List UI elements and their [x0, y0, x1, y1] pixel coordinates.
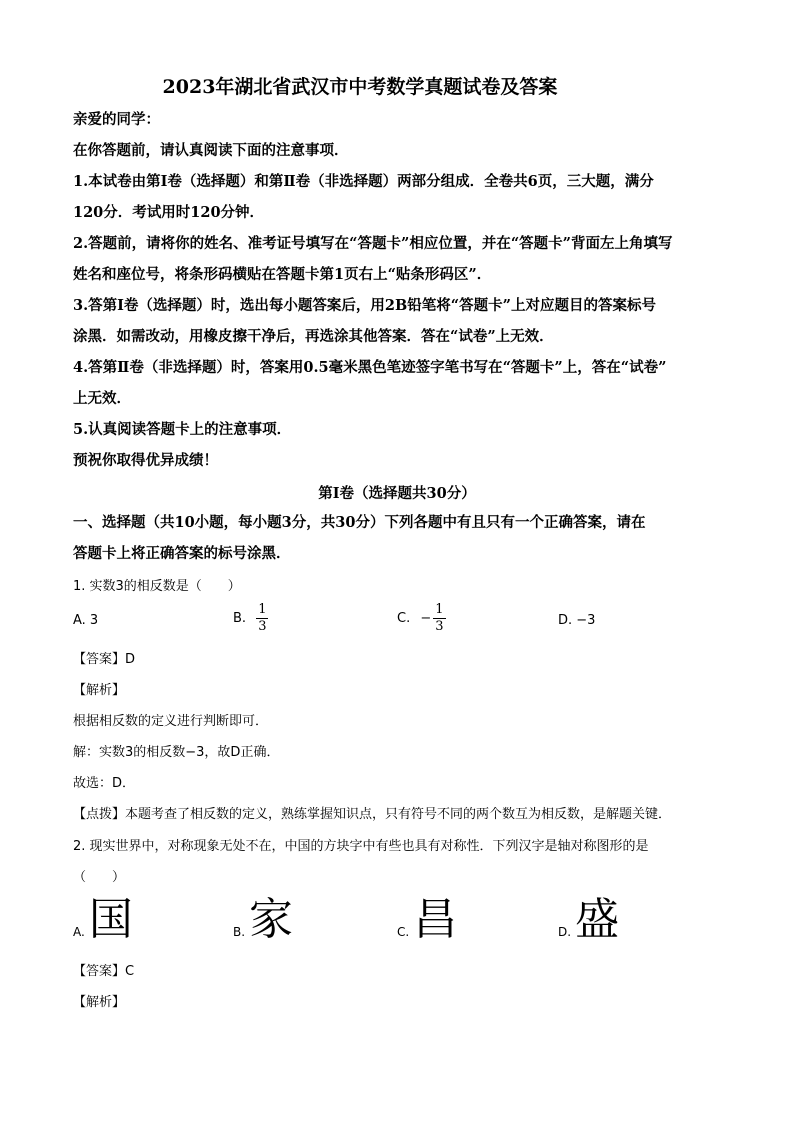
q2-option-c-label: C. — [397, 925, 410, 939]
wish-text: 预祝你取得优异成绩！ — [73, 452, 218, 469]
q2-option-a-char: 国 — [88, 894, 133, 945]
q1-option-c-denominator: 3 — [435, 619, 444, 634]
q2-stem-a: 2. 现实世界中，对称现象无处不在，中国的方块字中有些也具有对称性．下列汉字是轴对称图形的是 — [73, 839, 649, 854]
notice-item-2b: 姓名和座位号，将条形码横贴在答题卡第1页右上“贴条形码区”． — [73, 266, 492, 283]
q1-analysis-3: 故选：D． — [73, 776, 136, 791]
notice-item-4b: 上无效． — [73, 390, 131, 407]
q1-analysis-1: 根据相反数的定义进行判断即可． — [73, 714, 269, 729]
notice-item-3b: 涂黑．如需改动，用橡皮擦干净后，再选涂其他答案．答在“试卷”上无效． — [73, 328, 554, 345]
part1-heading-b: 答题卡上将正确答案的标号涂黑． — [73, 545, 291, 562]
q1-option-d: D. −3 — [558, 613, 596, 628]
q2-option-b-label: B. — [233, 925, 246, 939]
q1-option-b — [233, 602, 268, 635]
q2-stem-b: （ ） — [73, 870, 126, 885]
q1-option-a: A. 3 — [73, 613, 99, 628]
q1-option-b-fraction — [256, 602, 268, 635]
part1-heading-a: 一、选择题（共10小题，每小题3分，共30分）下列各题中有且只有一个正确答案，请在 — [73, 514, 646, 531]
q2-option-d-char: 盛 — [575, 894, 620, 945]
notice-item-4a: 4.答第Ⅱ卷（非选择题）时，答案用0.5毫米黑色笔迹签字笔书写在“答题卡”上，答在“试卷” — [73, 359, 667, 376]
q2-option-d-label: D. — [558, 925, 572, 939]
notice-item-5: 5.认真阅读答题卡上的注意事项． — [73, 421, 292, 438]
q1-comment: 【点拨】本题考查了相反数的定义，熟练掌握知识点，只有符号不同的两个数互为相反数，是解题关键． — [73, 807, 672, 822]
q2-option-d — [558, 895, 619, 945]
notice-item-3a: 3.答第Ⅰ卷（选择题）时，选出每小题答案后，用2B铅笔将“答题卡”上对应题目的答案标号 — [73, 297, 656, 314]
q1-option-b-label: B. — [233, 611, 247, 626]
q1-answer: 【答案】D — [73, 652, 136, 667]
notice-heading: 在你答题前，请认真阅读下面的注意事项． — [73, 142, 349, 159]
q1-option-c — [397, 602, 446, 635]
q1-option-b-denominator: 3 — [258, 619, 267, 634]
q1-option-c-fraction — [433, 602, 445, 635]
greeting: 亲爱的同学： — [73, 111, 160, 128]
q2-option-b-char: 家 — [249, 894, 294, 945]
q2-answer: 【答案】C — [73, 964, 135, 979]
page-title: 2023年湖北省武汉市中考数学真题试卷及答案 — [162, 76, 558, 98]
q2-option-a — [73, 895, 133, 945]
q2-analysis-label: 【解析】 — [73, 995, 126, 1010]
q1-stem: 1. 实数3的相反数是（ ） — [73, 579, 241, 594]
notice-item-1a: 1.本试卷由第Ⅰ卷（选择题）和第Ⅱ卷（非选择题）两部分组成．全卷共6页，三大题，满分 — [73, 173, 654, 190]
q1-option-c-label: C. — [397, 611, 411, 626]
notice-item-1b: 120分．考试用时120分钟． — [73, 204, 265, 221]
q2-option-a-label: A. — [73, 925, 85, 939]
q2-option-b — [233, 895, 293, 945]
notice-item-2a: 2.答题前，请将你的姓名、准考证号填写在“答题卡”相应位置，并在“答题卡”背面左上角填写 — [73, 235, 673, 252]
q1-analysis-2: 解：实数3的相反数−3，故D正确． — [73, 745, 280, 760]
q1-option-b-numerator: 1 — [258, 602, 267, 617]
q2-option-c-char: 昌 — [413, 894, 458, 945]
q2-option-c — [397, 895, 457, 945]
section-title: 第Ⅰ卷（选择题共30分） — [318, 485, 476, 502]
q1-option-c-numerator: 1 — [435, 602, 444, 617]
q1-analysis-label: 【解析】 — [73, 683, 126, 698]
q1-option-c-sign: − — [420, 611, 432, 626]
